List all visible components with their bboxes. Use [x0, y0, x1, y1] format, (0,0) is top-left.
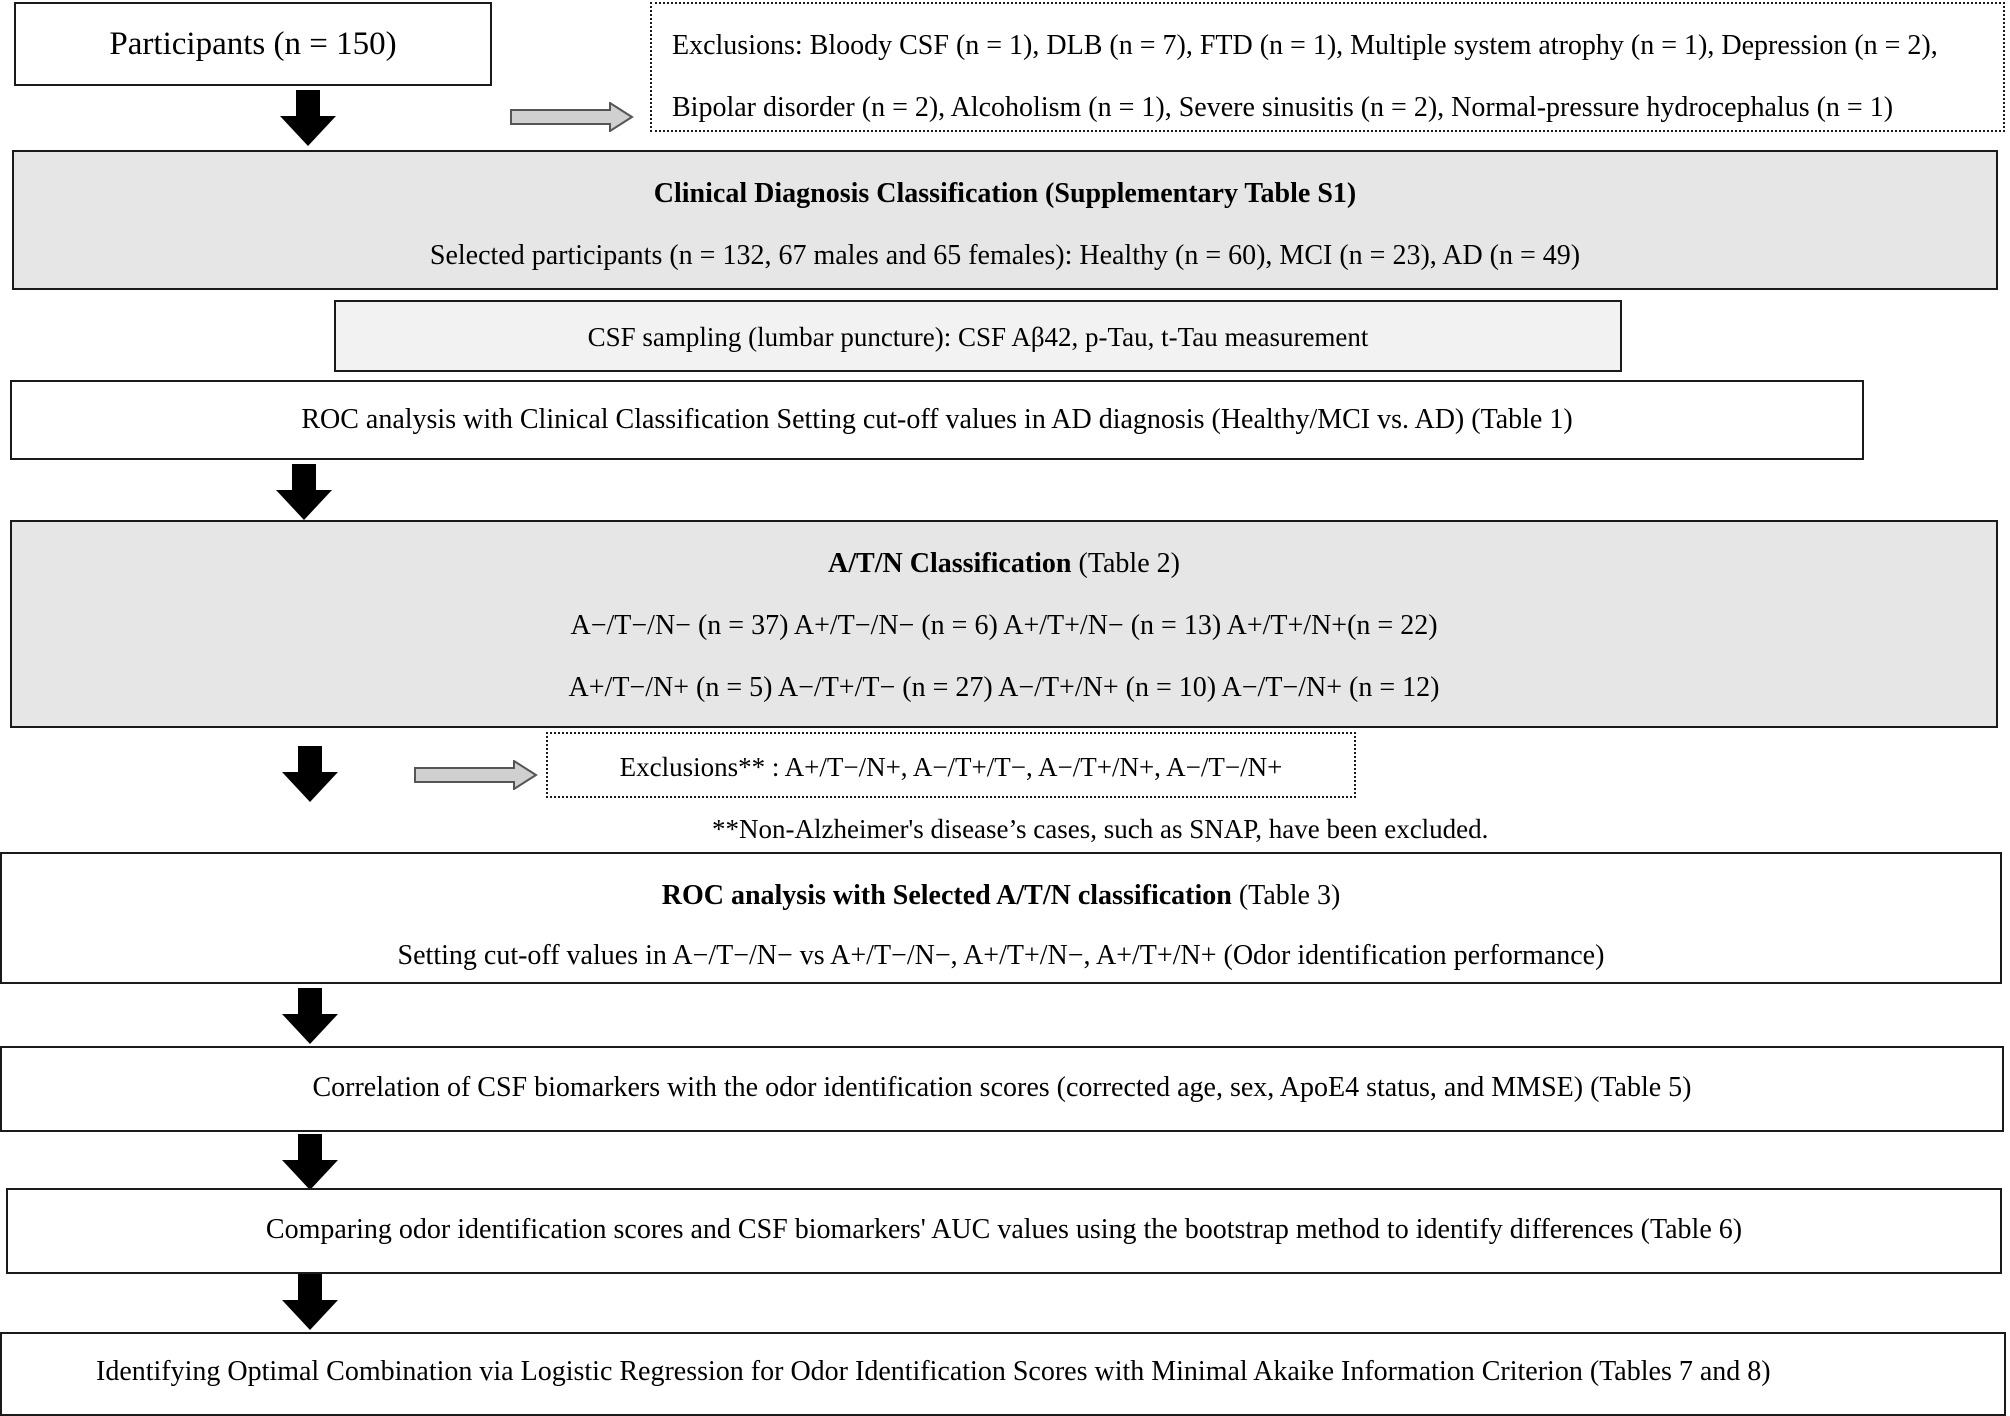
down-arrow-4: [280, 988, 340, 1044]
down-arrow-1: [278, 90, 338, 146]
exclusions-box-2: [546, 732, 1356, 798]
comparing-box: [6, 1188, 2002, 1274]
down-arrow-6: [280, 1274, 340, 1330]
optimal-combination-text: Identifying Optimal Combination via Logistic Regression for Odor Identification Scores with Minimal Akaike Information Criterion (Tables 7 and 8): [96, 1356, 1771, 1387]
csf-sampling-box: [334, 300, 1622, 372]
right-arrow-1: [510, 102, 634, 132]
exclusions-1-line-2: Bipolar disorder (n = 2), Alcoholism (n = 1), Severe sinusitis (n = 2), Normal-pressure hydrocephalus (n = 1): [672, 92, 1894, 123]
clinical-diagnosis-text: Selected participants (n = 132, 67 males and 65 females): Healthy (n = 60), MCI (n = 23), AD (n = 49): [429, 240, 1581, 271]
participants-label: Participants (n = 150): [109, 26, 397, 62]
exclusions-1-line-1: Exclusions: Bloody CSF (n = 1), DLB (n = 7), FTD (n = 1), Multiple system atrophy (n = 1), Depression (n = 2),: [672, 30, 1938, 61]
roc-atn-title-rest: (Table 3): [1231, 880, 1341, 911]
roc-clinical-box: [10, 380, 1864, 460]
down-arrow-5: [280, 1134, 340, 1190]
roc-atn-text: Setting cut-off values in A−/T−/N− vs A+/T−/N−, A+/T+/N−, A+/T+/N+ (Odor identification performance): [397, 940, 1605, 971]
atn-classification-title: [12, 548, 1996, 580]
roc-atn-title-bold: ROC analysis with Selected A/T/N classification: [661, 880, 1232, 911]
comparing-text: Comparing odor identification scores and CSF biomarkers' AUC values using the bootstrap method to identify differences (Table 6): [265, 1214, 1743, 1245]
clinical-diagnosis-box: [12, 150, 1998, 290]
optimal-combination-box: [0, 1332, 2006, 1416]
down-arrow-3: [280, 746, 340, 802]
atn-row-2: A+/T−/N+ (n = 5) A−/T+/T− (n = 27) A−/T+/N+ (n = 10) A−/T−/N+ (n = 12): [568, 672, 1440, 703]
roc-atn-title: [2, 880, 2000, 912]
roc-atn-box: [0, 852, 2002, 984]
right-arrow-2: [414, 760, 538, 790]
csf-sampling-text: CSF sampling (lumbar puncture): CSF Aβ42, p-Tau, t-Tau measurement: [587, 322, 1369, 352]
atn-row-1: A−/T−/N− (n = 37) A+/T−/N− (n = 6) A+/T+/N− (n = 13) A+/T+/N+(n = 22): [570, 610, 1438, 641]
exclusions-2-note: **Non-Alzheimer's disease’s cases, such as SNAP, have been excluded.: [712, 814, 1489, 844]
participants-box: [14, 2, 492, 86]
roc-clinical-text: ROC analysis with Clinical Classification Setting cut-off values in AD diagnosis (Healthy/MCI vs. AD) (Table 1): [301, 404, 1573, 435]
correlation-box: [0, 1046, 2004, 1132]
exclusions-box-1: [650, 2, 2005, 132]
exclusions-2-text: Exclusions** : A+/T−/N+, A−/T+/T−, A−/T+/N+, A−/T−/N+: [619, 752, 1283, 782]
atn-classification-box: [10, 520, 1998, 728]
atn-title-bold: A/T/N Classification: [828, 548, 1072, 579]
down-arrow-2: [274, 464, 334, 520]
clinical-diagnosis-title: Clinical Diagnosis Classification (Supplementary Table S1): [653, 178, 1357, 209]
atn-title-rest: (Table 2): [1071, 548, 1180, 579]
correlation-text: Correlation of CSF biomarkers with the odor identification scores (corrected age, sex, ApoE4 status, and MMSE) (Table 5): [312, 1072, 1692, 1103]
